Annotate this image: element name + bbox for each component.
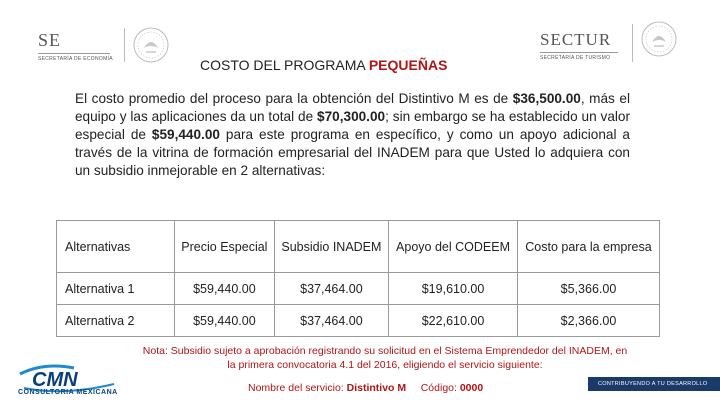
service-name-value: Distintivo M	[346, 382, 407, 394]
title-highlight: PEQUEÑAS	[368, 57, 448, 73]
table-cell: $37,464.00	[274, 305, 388, 337]
table-row	[57, 305, 660, 337]
table-cell: Alternativa 1	[57, 273, 175, 305]
table-header-row	[57, 221, 660, 273]
intro-paragraph: El costo promedio del proceso para la obtención del Distintivo M es de $36,500.00, más el equipo y las aplicaciones da un total de $70,300.00; sin embargo se ha establecido un valor especial de $59,440.00 para este programa en específico, y como un apoyo adicional a través de la vitrina de formación empresarial del INADEM para que Usted lo adquiera con un subsidio inmejorable en 2 alternativas:	[75, 91, 631, 178]
table-cell: $2,366.00	[517, 305, 659, 337]
subsidy-note: Nota: Subsidio sujeto a aprobación registrando su solicitud en el Sistema Emprendedor del INADEM, en la primera convocatoria 4.1 del 2016, eligiendo el servicio siguiente:	[142, 345, 628, 371]
table-cell: $59,440.00	[175, 273, 275, 305]
special-price: $59,440.00	[151, 127, 220, 142]
col-apoyo-codeem: Apoyo del CODEEM	[389, 221, 518, 273]
table-cell: $5,366.00	[517, 273, 659, 305]
col-subsidio-inadem: Subsidio INADEM	[274, 221, 388, 273]
service-name-label: Nombre del servicio:	[248, 382, 344, 394]
table-cell: $59,440.00	[175, 305, 275, 337]
page-title	[200, 57, 520, 73]
svg-text:CMN: CMN	[32, 369, 78, 391]
logo-divider	[124, 28, 125, 62]
col-precio-especial: Precio Especial	[175, 221, 275, 273]
service-code-label: Código:	[420, 382, 457, 394]
eagle-seal-icon	[132, 26, 170, 64]
col-costo-empresa: Costo para la empresa	[517, 221, 659, 273]
table-row	[57, 273, 660, 305]
sectur-logo	[540, 30, 630, 70]
table-cell: $22,610.00	[389, 305, 518, 337]
col-alternativas: Alternativas	[57, 221, 175, 273]
title-prefix: COSTO DEL PROGRAMA	[200, 57, 365, 73]
service-code-value: 0000	[459, 382, 484, 394]
se-logo-subtitle: SECRETARÍA DE ECONOMÍA	[38, 56, 113, 62]
average-cost: $36,500.00	[512, 91, 581, 106]
sectur-logo-subtitle: SECRETARÍA DE TURISMO	[540, 55, 611, 61]
table-cell: $37,464.00	[274, 273, 388, 305]
logo-divider	[632, 24, 633, 62]
table-cell: $19,610.00	[389, 273, 518, 305]
service-info	[248, 382, 483, 394]
se-logo-name: SE	[38, 30, 62, 50]
cmn-logo-subtitle: CONSULTORIA MEXICANA	[18, 389, 118, 396]
sectur-logo-name: SECTUR	[540, 30, 612, 49]
table-cell: Alternativa 2	[57, 305, 175, 337]
total-cost: $70,300.00	[317, 109, 386, 124]
cost-table	[56, 220, 660, 337]
eagle-seal-icon	[640, 20, 678, 58]
footer-tagline-bar: CONTRIBUYENDO A TU DESARROLLO	[588, 377, 720, 391]
